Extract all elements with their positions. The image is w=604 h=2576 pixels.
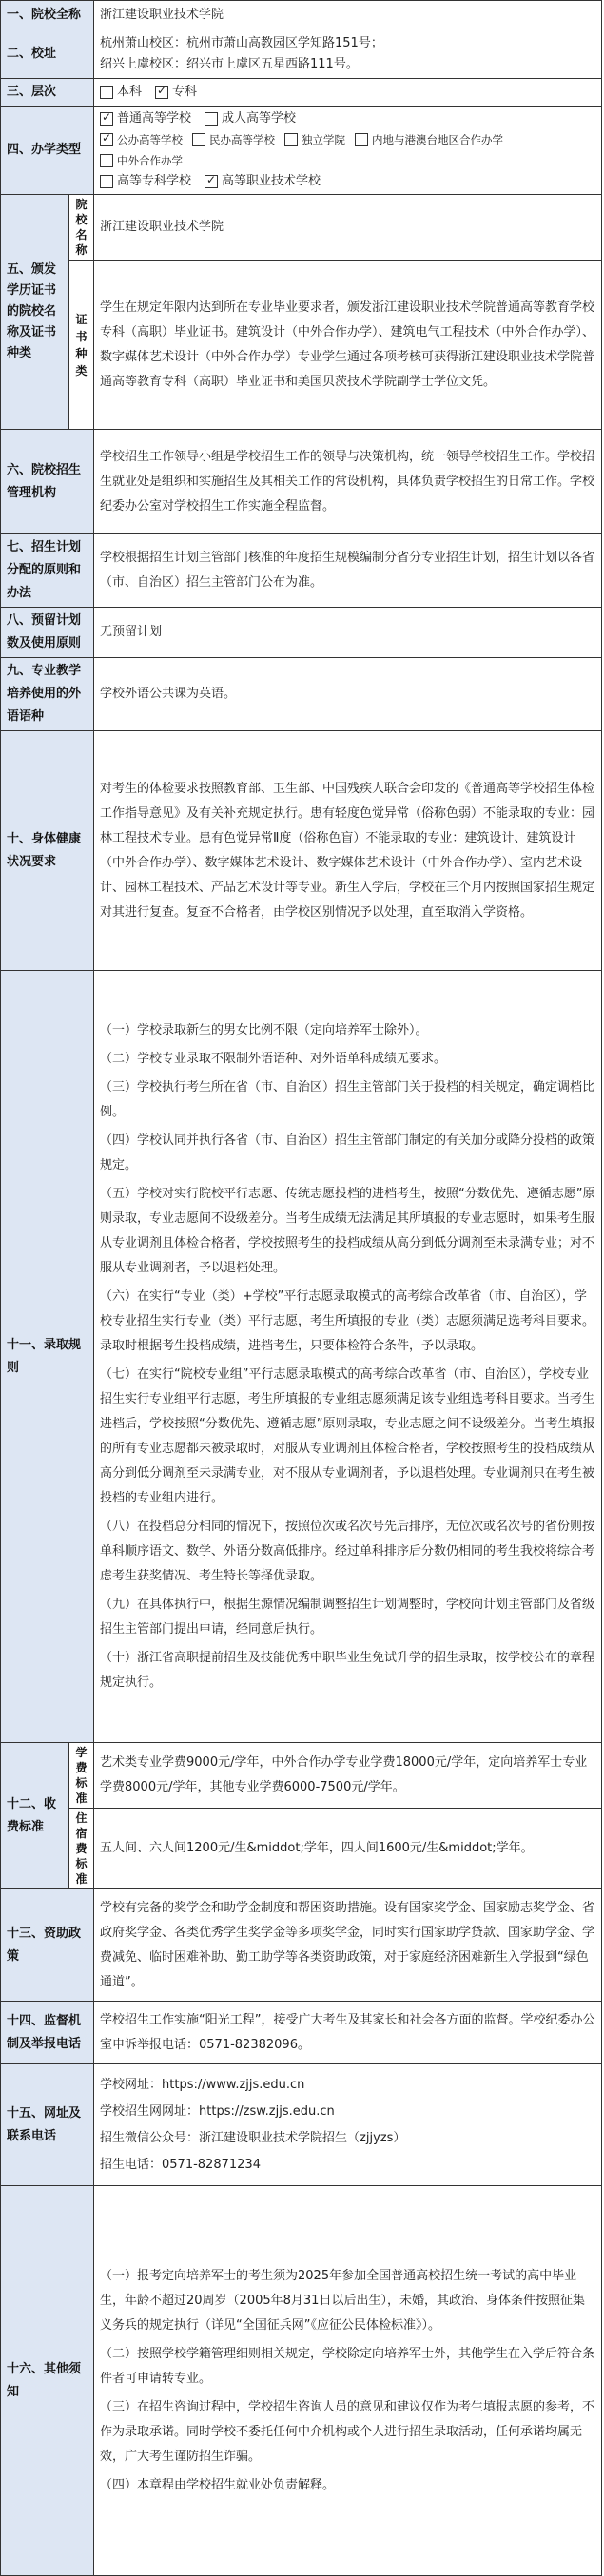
checkbox-checked-icon xyxy=(155,86,168,99)
admission-website-link[interactable]: 学校招生网网址：https://zsw.zjjs.edu.cn xyxy=(100,2103,335,2119)
value-certificate-institution: 浙江建设职业技术学院 xyxy=(94,195,602,261)
label-foreign-language: 九、专业教学培养使用的外语语种 xyxy=(1,658,94,731)
row-dorm-fee xyxy=(1,1809,602,1889)
value-level xyxy=(94,79,602,107)
address-line-hangzhou: 杭州萧山校区：杭州市萧山高教园区学知路151号； xyxy=(100,35,383,50)
checkbox-unchecked-icon xyxy=(100,86,113,99)
type-option-hk-macau-taiwan: 内地与港澳台地区合作办学 xyxy=(355,129,503,150)
value-plan-allocation: 学校根据招生计划主管部门核准的年度招生规模编制分省分专业招生计划，招生计划以各省（市、自治区）招生主管部门公布为准。 xyxy=(94,534,602,608)
rule-item: （九）在具体执行中，根据生源情况编制调整招生计划调整时，学校向计划主管部门及省级招生主管部门提出申请，经同意后执行。 xyxy=(100,1597,595,1637)
checkbox-checked-icon xyxy=(100,133,113,146)
type-option-vocational: ✓ 高等职业技术学校 xyxy=(205,171,321,192)
school-website-link[interactable]: 学校网址：https://www.zjjs.edu.cn xyxy=(100,2077,305,2092)
label-plan-allocation: 七、招生计划分配的原则和办法 xyxy=(1,534,94,608)
label-certificate-type: 证书种类 xyxy=(69,261,94,430)
note-item: （三）在招生咨询过程中，学校招生咨询人员的意见和建议仅作为考生填报志愿的参考，不作为录取承诺。同时学校不委托任何中介机构或个人进行招生录取活动，任何承诺均属无效，广大考生谨防招生诈骗。 xyxy=(100,2399,595,2464)
value-health-requirements: 对考生的体检要求按照教育部、卫生部、中国残疾人联合会印发的《普通高等学校招生体检工作指导意见》及有关补充规定执行。患有轻度色觉异常（俗称色弱）不能录取的专业：园林工程技术专业。患有色觉异常Ⅱ度（俗称色盲）不能录取的专业：建筑设计、建筑设计（中外合作办学）、数字媒体艺术设计、数字媒体艺术设计（中外合作办学）、室内艺术设计、园林工程技术、产品艺术设计等专业。新生入学后，学校在三个月内按照国家招生规定对其进行复查。复查不合格者，由学校区别情况予以处理，直至取消入学资格。 xyxy=(94,731,602,971)
row-financial-aid xyxy=(1,1889,602,2002)
value-school-type xyxy=(94,107,602,195)
value-financial-aid: 学校有完备的奖学金和助学金制度和帮困资助措施。设有国家奖学金、国家励志奖学金、省政府奖学金、各类优秀学生奖学金等多项奖学金，同时实行国家助学贷款、国家助学金、学费减免、临时困难补助、勤工助学等各类资助政策，对于家庭经济困难新生入学报到“绿色通道”。 xyxy=(94,1889,602,2002)
value-address xyxy=(94,29,602,79)
row-contact xyxy=(1,2064,602,2186)
value-certificate-type: 学生在规定年限内达到所在专业毕业要求者，颁发浙江建设职业技术学院普通高等教育学校专科（高职）毕业证书。建筑设计（中外合作办学）、建筑电气工程技术（中外合作办学）、数字媒体艺术设计（中外合作办学）专业学生通过各项考核可获得浙江建设职业技术学院普通高等教育专科（高职）毕业证书和美国贝茨技术学院副学士学位文凭。 xyxy=(94,261,602,430)
row-address xyxy=(1,29,602,79)
row-school-name xyxy=(1,1,602,29)
label-contact: 十五、网址及联系电话 xyxy=(1,2064,94,2186)
type-option-regular: ✓ 普通高等学校 xyxy=(100,108,191,129)
rule-item: （六）在实行“专业（类）+学校”平行志愿录取模式的高考综合改革省（市、自治区），学校专业招生实行专业（类）平行志愿，考生所填报的专业（类）志愿须满足选考科目要求。录取时根据考生投档成绩，进档考生，只要体检符合条件，予以录取。 xyxy=(100,1288,595,1353)
row-certificate-type xyxy=(1,261,602,430)
type-option-independent: 独立学院 xyxy=(284,129,345,150)
rule-item: （一）学校录取新生的男女比例不限（定向培养军士除外）。 xyxy=(100,1022,428,1037)
type-option-junior-college: 高等专科学校 xyxy=(100,171,191,192)
label-admission-office: 六、院校招生管理机构 xyxy=(1,430,94,534)
label-financial-aid: 十三、资助政策 xyxy=(1,1889,94,2002)
row-school-type xyxy=(1,107,602,195)
checkbox-unchecked-icon xyxy=(284,133,298,146)
value-other-notes xyxy=(94,2186,602,2576)
label-dorm-fee: 住宿费标准 xyxy=(69,1809,94,1889)
address-line-shaoxing: 绍兴上虞校区：绍兴市上虞区五星西路111号。 xyxy=(100,56,359,71)
type-options-row-1 xyxy=(100,108,595,129)
value-foreign-language: 学校外语公共课为英语。 xyxy=(94,658,602,731)
note-item: （四）本章程由学校招生就业处负责解释。 xyxy=(100,2477,336,2492)
rule-item: （二）学校专业录取不限制外语语种、对外语单科成绩无要求。 xyxy=(100,1051,447,1066)
rule-item: （三）学校执行考生所在省（市、自治区）招生主管部门关于投档的相关规定，确定调档比例。 xyxy=(100,1079,595,1119)
admission-phone: 招生电话：0571-82871234 xyxy=(100,2157,261,2172)
label-certificate: 五、颁发学历证书的院校名称及证书种类 xyxy=(1,195,69,430)
checkbox-unchecked-icon xyxy=(355,133,368,146)
level-option-bachelor: 本科 xyxy=(100,81,142,104)
type-option-public: ✓ 公办高等学校 xyxy=(100,129,183,150)
value-tuition: 艺术类专业学费9000元/学年，中外合作办学专业学费18000元/学年，定向培养军士专业学费8000元/学年，其他专业学费6000-7500元/学年。 xyxy=(94,1743,602,1809)
row-admission-office xyxy=(1,430,602,534)
row-supervision xyxy=(1,2002,602,2064)
row-health-requirements xyxy=(1,731,602,971)
label-admission-rules: 十一、录取规则 xyxy=(1,971,94,1743)
checkbox-checked-icon xyxy=(100,112,113,126)
label-school-type: 四、办学类型 xyxy=(1,107,94,195)
label-reserved-plan: 八、预留计划数及使用原则 xyxy=(1,608,94,658)
wechat-account: 招生微信公众号：浙江建设职业技术学院招生（zjjyzs） xyxy=(100,2130,406,2145)
value-admission-office: 学校招生工作领导小组是学校招生工作的领导与决策机构，统一领导学校招生工作。学校招生就业处是组织和实施招生及其相关工作的常设机构，具体负责学校招生的日常工作。学校纪委办公室对学校招生工作实施全程监督。 xyxy=(94,430,602,534)
checkbox-unchecked-icon xyxy=(100,175,113,188)
label-address: 二、校址 xyxy=(1,29,94,79)
label-school-name: 一、院校全称 xyxy=(1,1,94,29)
type-option-private: 民办高等学校 xyxy=(192,129,275,150)
row-admission-rules xyxy=(1,971,602,1743)
value-supervision: 学校招生工作实施“阳光工程”，接受广大考生及其家长和社会各方面的监督。学校纪委办公室申诉举报电话：0571-82382096。 xyxy=(94,2002,602,2064)
type-options-row-3 xyxy=(100,171,595,192)
row-other-notes xyxy=(1,2186,602,2576)
rule-item: （八）在投档总分相同的情况下，按照位次或名次号先后排序，无位次或名次号的省份则按单科顺序语文、数学、外语分数高低排序。经过单科排序后分数仍相同的考生我校将综合考虑考生获奖情况、考生特长等择优录取。 xyxy=(100,1519,595,1583)
rule-item: （五）学校对实行院校平行志愿、传统志愿投档的进档考生，按照“分数优先、遵循志愿”原则录取，专业志愿间不设级差分。当考生成绩无法满足其所填报的专业志愿时，如果考生服从专业调剂且体检合格者，学校按照考生的投档成绩从高分到低分调剂至未录满专业；对不服从专业调剂者，予以退档处理。 xyxy=(100,1186,595,1275)
value-reserved-plan: 无预留计划 xyxy=(94,608,602,658)
type-option-adult: 成人高等学校 xyxy=(205,108,296,129)
row-plan-allocation xyxy=(1,534,602,608)
value-admission-rules xyxy=(94,971,602,1743)
checkbox-unchecked-icon xyxy=(205,112,218,126)
row-level xyxy=(1,79,602,107)
checkbox-checked-icon xyxy=(205,175,218,188)
level-option-associate: ✓ 专科 xyxy=(155,81,197,104)
type-options-row-2 xyxy=(100,129,595,171)
label-tuition: 学费标准 xyxy=(69,1743,94,1809)
label-health-requirements: 十、身体健康状况要求 xyxy=(1,731,94,971)
checkbox-unchecked-icon xyxy=(192,133,205,146)
rule-item: （四）学校认同并执行各省（市、自治区）招生主管部门制定的有关加分或降分投档的政策规定。 xyxy=(100,1133,595,1172)
label-level: 三、层次 xyxy=(1,79,94,107)
row-tuition xyxy=(1,1743,602,1809)
checkbox-unchecked-icon xyxy=(100,154,113,167)
row-foreign-language xyxy=(1,658,602,731)
label-certificate-institution: 院校名称 xyxy=(69,195,94,261)
value-dorm-fee: 五人间、六人间1200元/生&middot;学年，四人间1600元/生&middot;学年。 xyxy=(94,1809,602,1889)
value-contact xyxy=(94,2064,602,2186)
row-reserved-plan xyxy=(1,608,602,658)
label-fees: 十二、收费标准 xyxy=(1,1743,69,1889)
value-school-name: 浙江建设职业技术学院 xyxy=(94,1,602,29)
note-item: （一）报考定向培养军士的考生须为2025年参加全国普通高校招生统一考试的高中毕业生，年龄不超过20周岁（2005年8月31日以后出生），未婚，其政治、身体条件按照征集义务兵的规定执行（详见“全国征兵网”《应征公民体检标准》）。 xyxy=(100,2268,585,2333)
rule-item: （七）在实行“院校专业组”平行志愿录取模式的高考综合改革省（市、自治区），学校专业招生实行专业组平行志愿，考生所填报的专业组志愿须满足该专业组选考科目要求。当考生进档后，学校按照“分数优先、遵循志愿”原则录取，专业志愿之间不设级差分。当考生填报的所有专业志愿都未被录取时，对服从专业调剂且体检合格者，学校按照考生的投档成绩从高分到低分调剂至未录满专业，对不服从专业调剂者，予以退档处理。专业调剂只在考生被投档的专业组内进行。 xyxy=(100,1366,595,1505)
type-option-sino-foreign: 中外合作办学 xyxy=(100,150,183,171)
label-other-notes: 十六、其他须知 xyxy=(1,2186,94,2576)
label-supervision: 十四、监督机制及举报电话 xyxy=(1,2002,94,2064)
note-item: （二）按照学校学籍管理细则相关规定，学校除定向培养军士外，其他学生在入学后符合条件者可申请转专业。 xyxy=(100,2346,595,2386)
row-certificate-institution xyxy=(1,195,602,261)
rule-item: （十）浙江省高职提前招生及技能优秀中职毕业生免试升学的招生录取，按学校公布的章程规定执行。 xyxy=(100,1650,595,1690)
